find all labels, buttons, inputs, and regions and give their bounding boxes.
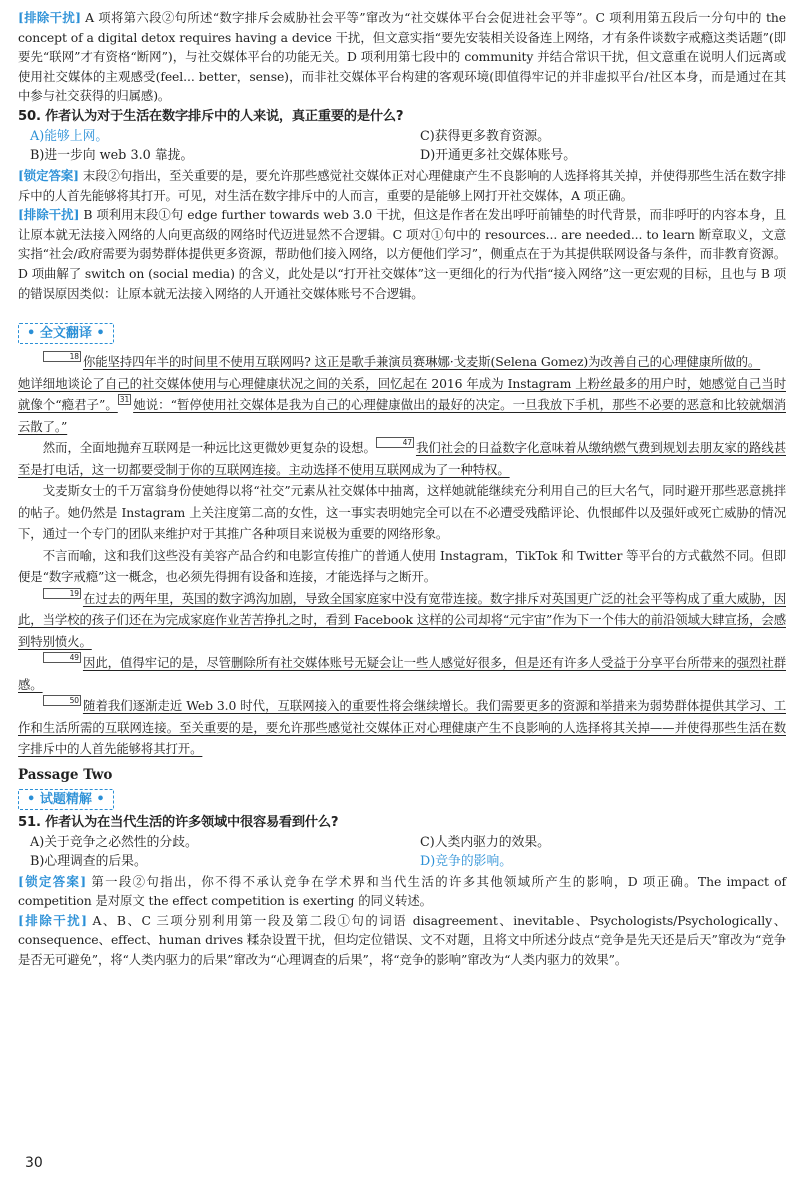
explanation-text: 末段②句指出，至关重要的是，要允许那些感觉社交媒体正对心理健康产生不良影响的人选择将其关掉，并使得那些生活在数字排斥中的人首先能够将其打开。可见，对生活在数字排斥中的人而言，重要的是能够上网打开社交媒体，A 项正确。 <box>18 167 786 203</box>
option-c: C)获得更多教育资源。 <box>420 128 550 144</box>
tag-locate-answer: [锁定答案] <box>18 873 87 889</box>
explanation-text: A 项将第六段②句所述“数字排斥会威胁社会平等”窜改为“社交媒体平台会促进社会平等”。C 项利用第五段后一分句中的 the concept of a digital detox requires having a device 干扰，但文意实指“要先安装相关设备连上网络，才有条件谈数字戒瘾这类话题”(即要先“联网”才有资格“断网”)，与社交媒体平台的功能无关。D 项利用第七段中的 community 并结合常识干扰，但文意重在说明人们远离或使用社交媒体的主观感受(feel... better，sense)，而非社交媒体平台构建的客观环境(即值得牢记的并非虚拟平台/社区本身，而是通过在其中参与社交获得的归属感)。 <box>18 10 786 104</box>
analysis-section-header <box>18 788 786 810</box>
explanation-block-2 <box>18 166 786 205</box>
translation-paragraph: 不言而喻，这和我们这些没有美容产品合约和电影宣传推广的普通人使用 Instagram，TikTok 和 Twitter 等平台的方式截然不同。但即便是“数字戒瘾”这一概念，也必须先得拥有设备和连接，才能选择与之断开。 <box>18 547 786 585</box>
explanation-block-5 <box>18 911 786 970</box>
explanation-block-4 <box>18 872 786 911</box>
option-c: C)人类内驱力的效果。 <box>420 834 550 850</box>
option-a: A)能够上网。 <box>30 128 109 144</box>
sentence-mark: 50 <box>43 695 81 706</box>
explanation-block-3 <box>18 205 786 303</box>
explanation-text: 第一段②句指出，你不得不承认竞争在学术界和当代生活的许多其他领域所产生的影响，D 项正确。The impact of competition 是对原文 the effect competition is exerting 的同义转述。 <box>18 873 786 909</box>
translation-text: 我们社会的日益数字化意味着从缴纳燃气费到规划去朋友家的路线甚至是打电话，这一切都要受制于你的互联网连接。主动选择不使用互联网成为了一种特权。 <box>18 440 786 477</box>
sentence-mark: 19 <box>43 588 81 599</box>
translation-paragraph <box>18 652 786 695</box>
explanation-text: A、B、C 三项分别利用第一段及第二段①句的词语 disagreement、inevitable、Psychologists/Psychologically、consequence、effect、human drives 糅杂设置干扰，但均定位错误、文不对题，且将文中所述分歧点“竞争是先天还是后天”窜改为“竞争是否无可避免”，将“人类内驱力的后果”窜改为“心理调查的后果”，将“竞争的影响”窜改为“人类内驱力的效果”。 <box>18 912 786 967</box>
question-50: 50. 作者认为对于生活在数字排斥中的人来说，真正重要的是什么? <box>18 108 404 124</box>
explanation-text: B 项利用末段①句 edge further towards web 3.0 干扰，但这是作者在发出呼吁前铺垫的时代背景，而非呼吁的内容本身，且让原本就无法接入网络的人向更高级的网络时代迈进显然不合逻辑。C 项对①句中的 resources... are needed... to learn 断章取义，文意实指“社会/政府需要为弱势群体提供更多资源，帮助他们接入网络，以方便他们学习”，侧重点在于为其提供联网设备与条件，而非教育资源。D 项曲解了 switch on (social media) 的含义，此处是以“打开社交媒体”这一更细化的行为代指“接入网络”这一更宏观的目标，且也与 B 项的错误原因类似：让原本就无法接入网络的人开通社交媒体账号不合逻辑。 <box>18 207 786 301</box>
explanation-block-1 <box>18 8 786 106</box>
section-label-analysis: • 试题精解 • <box>18 789 114 810</box>
tag-exclude-interference: [排除干扰] <box>18 912 87 928</box>
question-51: 51. 作者认为在当代生活的许多领域中很容易看到什么? <box>18 814 339 830</box>
translation-body <box>18 351 786 760</box>
option-b: B)进一步向 web 3.0 靠拢。 <box>30 148 194 164</box>
translation-paragraph <box>18 373 786 438</box>
page-number: 30 <box>25 1155 43 1171</box>
translation-text: 你能坚持四年半的时间里不使用互联网吗? 这正是歌手兼演员赛琳娜·戈麦斯(Selena Gomez)为改善自己的心理健康所做的。 <box>82 354 761 370</box>
translation-text: 在过去的两年里，英国的数字鸿沟加剧，导致全国家庭家中没有宽带连接。数字排斥对英国更广泛的社会平等构成了重大威胁，因此，当学校的孩子们还在为完成家庭作业苦苦挣扎之时，看到 Facebook 这样的公司却将“元宇宙”作为下一个伟大的前沿领域大肆宣扬，会感到特别愤火。 <box>18 590 786 649</box>
option-b: B)心理调查的后果。 <box>30 854 147 870</box>
translation-paragraph <box>18 695 786 760</box>
option-d: D)竞争的影响。 <box>420 854 513 870</box>
tag-locate-answer: [锁定答案] <box>18 167 79 183</box>
translation-paragraph <box>18 437 786 480</box>
translation-paragraph: 戈麦斯女士的千万富翁身份使她得以将“社交”元素从社交媒体中抽离，这样她就能继续充分利用自己的巨大名气，同时避开那些恶意挑拌的帖子。她仍然是 Instagram 上关注度第二高的女性，这一事实表明她完全可以在不必遭受残酷评论、仇恨邮件以及强奸或死亡威胁的情况下，通过一个专门的团队来维护对于其推广各种项目来说极为重要的网络形象。 <box>18 483 786 542</box>
sentence-mark: 49 <box>43 652 81 663</box>
translation-text: 随着我们逐渐走近 Web 3.0 时代，互联网接入的重要性将会继续增长。我们需要更多的资源和举措来为弱势群体提供其学习、工作和生活所需的互联网连接。至关重要的是，要允许那些感觉社交媒体正对心理健康产生不良影响的人选择将其关掉——并使得那些生活在数字排斥中的人首先能够将其打开。 <box>18 698 786 757</box>
translation-text: 因此，值得牢记的是，尽管删除所有社交媒体账号无疑会让一些人感觉好很多，但是还有许多人受益于分享平台所带来的强烈社群感。 <box>18 655 786 692</box>
translation-text: 她详细地谈论了自己的社交媒体使用与心理健康状况之间的关系，回忆起在 2016 年成为 Instagram 上粉丝最多的用户时，她感觉自己当时就像个“瘾君子”。 <box>18 375 786 413</box>
translation-text: 然而，全面地抛弃互联网是一种远比这更微妙更复杂的设想。 <box>42 440 376 456</box>
option-d: D)开通更多社交媒体账号。 <box>420 148 577 164</box>
tag-exclude-interference: [排除干扰] <box>18 10 81 25</box>
translation-section-header <box>18 322 786 344</box>
translation-paragraph <box>18 588 786 653</box>
translation-paragraph <box>18 351 786 373</box>
section-label-translation: • 全文翻译 • <box>18 323 114 344</box>
tag-exclude-interference: [排除干扰] <box>18 207 80 223</box>
question-50-options <box>18 127 786 166</box>
option-a: A)关于竞争之必然性的分歧。 <box>30 834 198 850</box>
passage-heading: Passage Two <box>18 766 113 783</box>
sentence-mark: 18 <box>43 351 81 362</box>
sentence-mark: 31 <box>119 395 130 405</box>
sentence-mark: 47 <box>376 437 414 448</box>
translation-text: 她说：“暂停使用社交媒体是我为自己的心理健康做出的最好的决定。一旦我放下手机，那些不必要的恶意和比较就烟消云散了。” <box>18 397 786 434</box>
question-51-options <box>18 833 786 872</box>
